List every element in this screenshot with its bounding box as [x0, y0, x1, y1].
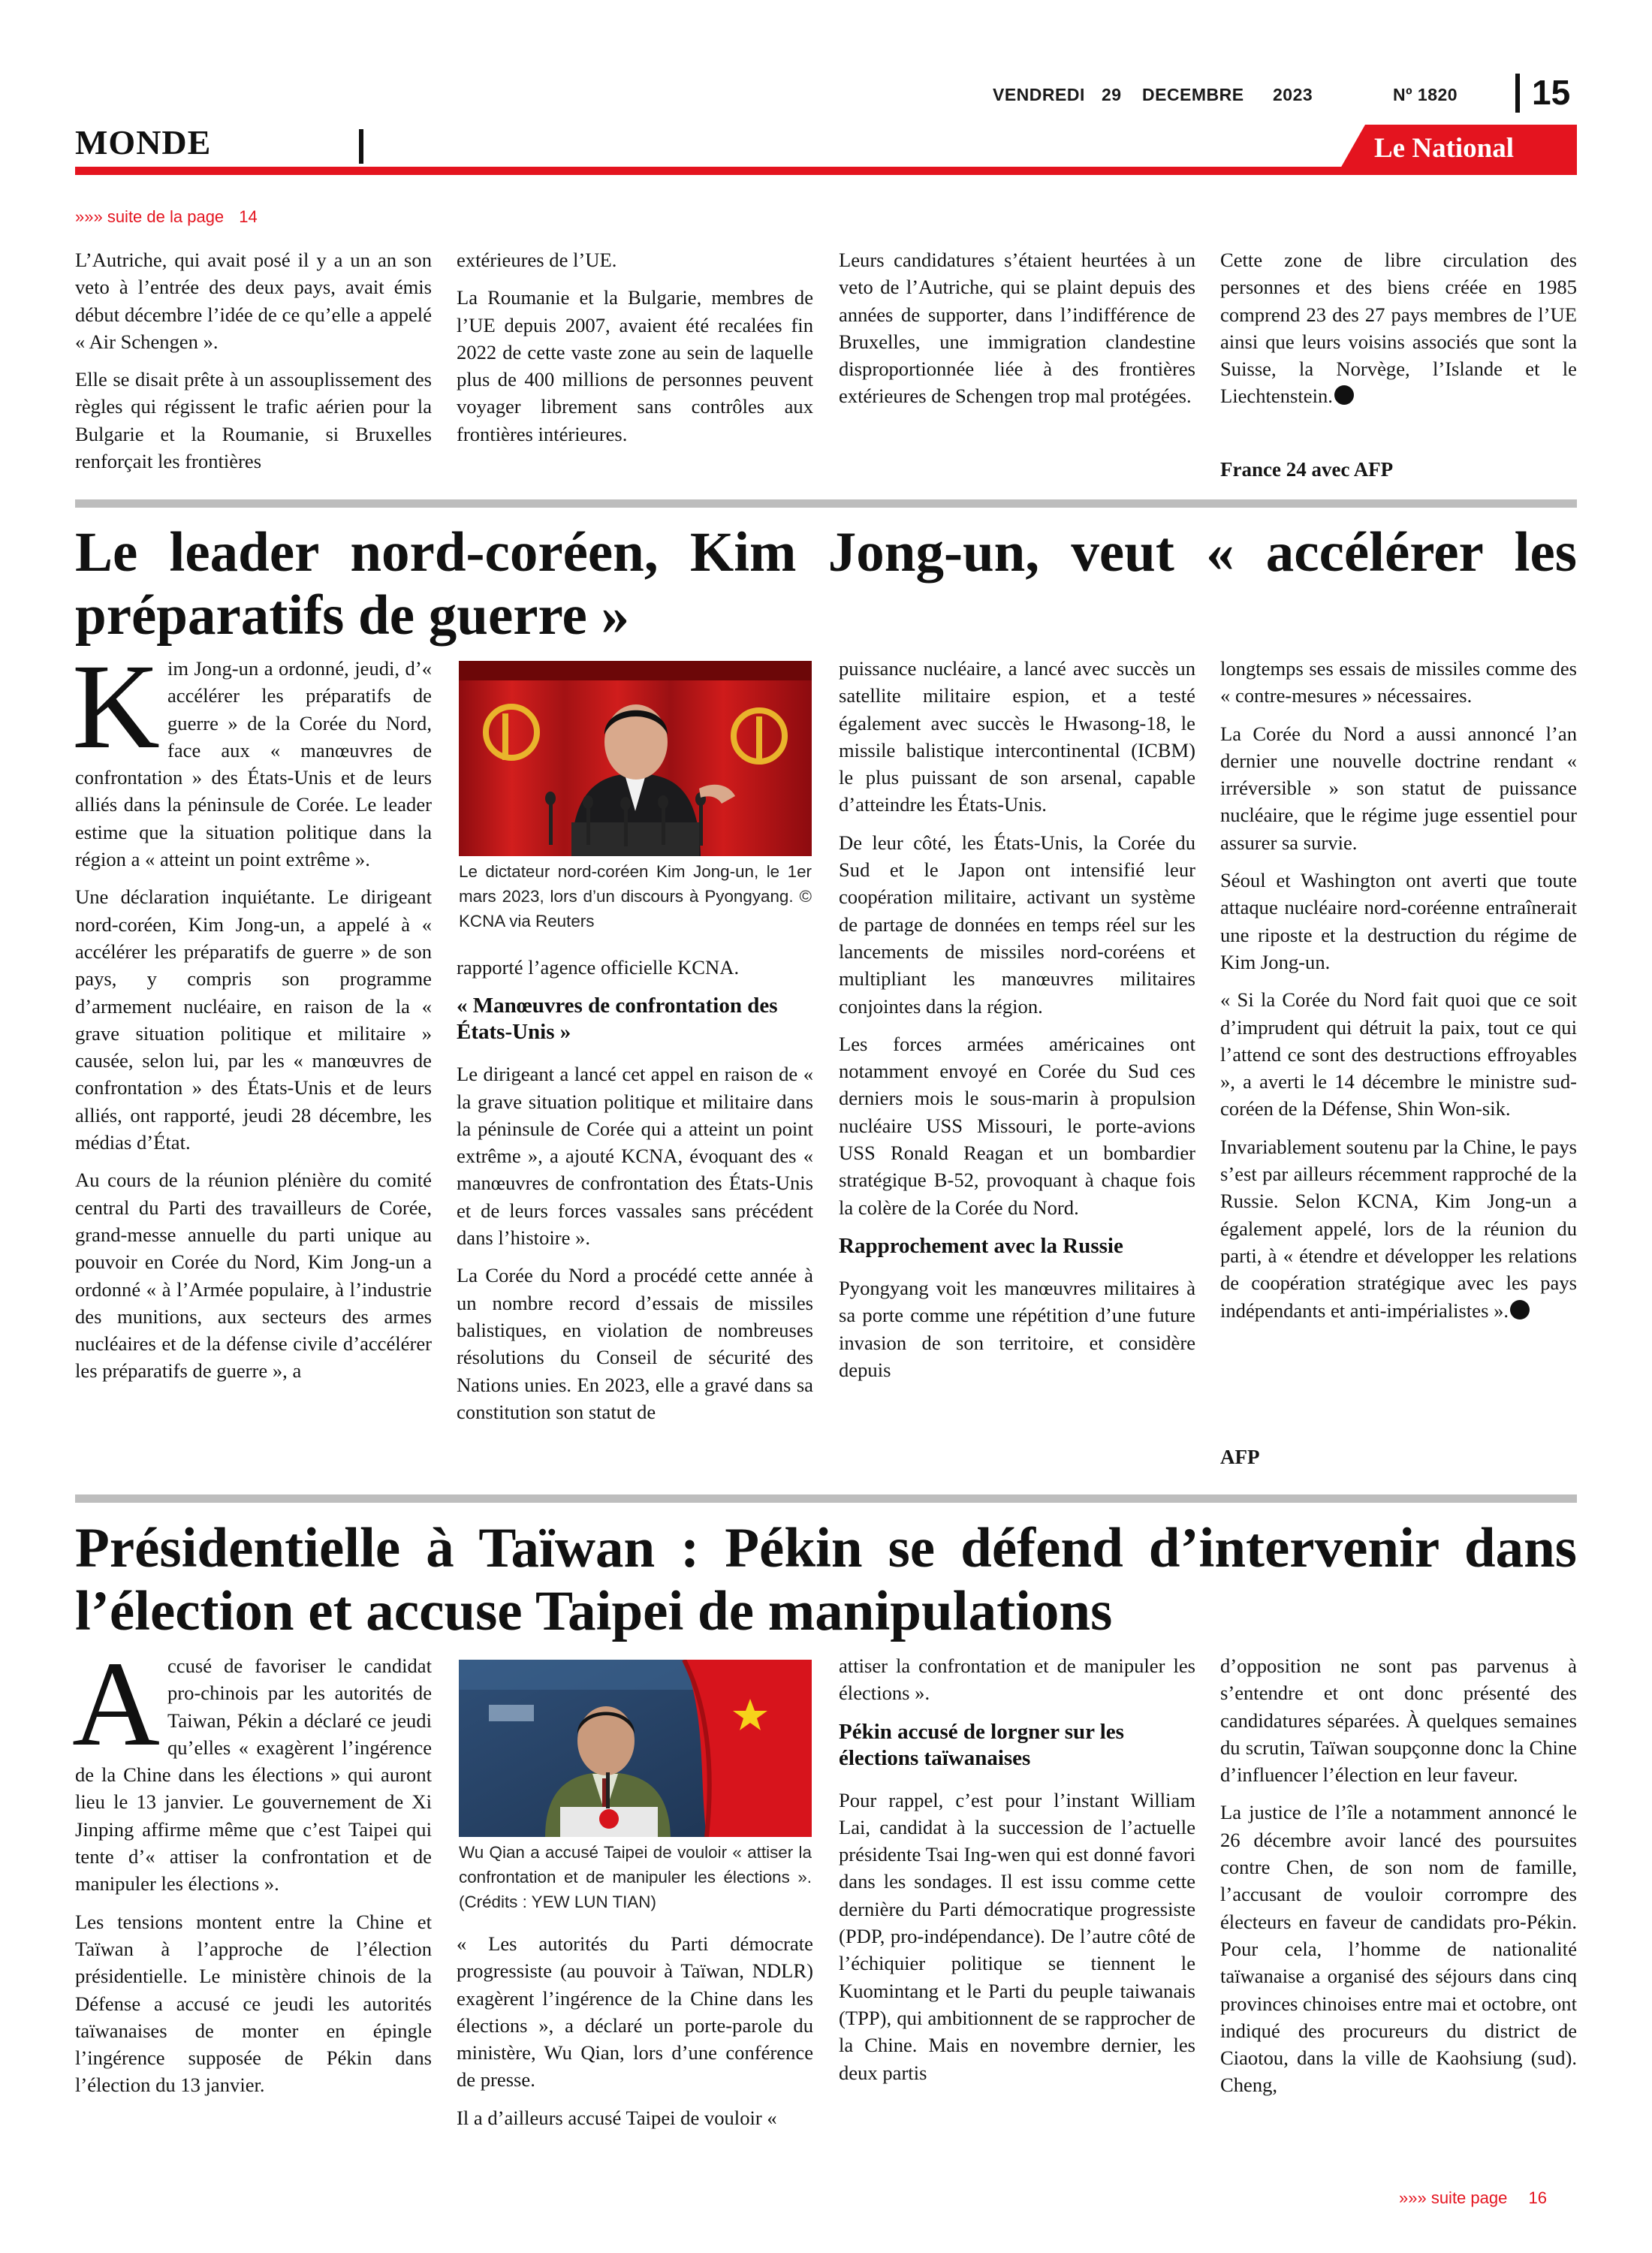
article3-column-4 — [1220, 1652, 1577, 2110]
paragraph: Les forces armées américaines ont notamment envoyé en Corée du Sud ces derniers mois le sous-marin à propulsion nucléaire USS Missouri, le porte-avions USS Ronald Reagan et un bombardier stratégique B-52, provoquant à chaque fois la colère de la Corée du Nord. — [839, 1032, 1195, 1219]
article2-column-3 — [839, 655, 1195, 1394]
article3-column-2 — [457, 1930, 813, 2142]
article2-headline: Le leader nord-coréen, Kim Jong-un, veut « accélérer les préparatifs de guerre » — [75, 521, 1577, 647]
header-page-divider — [1515, 74, 1520, 113]
paragraph: Le dirigeant a lancé cet appel en raison de « la grave situation politique et militaire dans la péninsule de Corée qui a atteint un point extrême », a ajouté KCNA, évoquant des « manœuvres de confrontation des États-Unis et de leurs forces vassales sans précédent dans l’histoire ». — [457, 1063, 813, 1250]
dropcap: K — [72, 640, 160, 774]
paragraph: Il a d’ailleurs accusé Taipei de vouloir « — [457, 2106, 777, 2129]
paragraph: d’opposition ne sont pas parvenus à s’entendre et ont donc présenté des candidatures séparées. À quelques semaines du scrutin, Taïwan soupçonne donc la Chine d’influencer l’élection en leur faveur. — [1220, 1654, 1577, 1787]
article1-column-4 — [1220, 246, 1577, 410]
paragraph: Elle se disait prête à un assouplissement des règles qui régissent le trafic aérien pour la Bulgarie et la Roumanie, si Bruxelles renforçait les frontières — [75, 368, 432, 473]
paragraph — [1220, 246, 1577, 410]
paragraph: L’Autriche, qui avait posé il y a un an son veto à l’entrée des deux pays, avait émis début décembre l’idée de ce qu’elle a appelé « Air Schengen ». — [75, 249, 432, 353]
dropcap: A — [72, 1637, 160, 1772]
article1-column-1 — [75, 246, 432, 485]
article3-column-3 — [839, 1652, 1195, 2097]
paragraph — [1220, 1133, 1577, 1324]
paragraph: La Corée du Nord a aussi annoncé l’an dernier une nouvelle doctrine rendant « irréversible » son statut de puissance nucléaire, que le régime juge essentiel pour assurer sa survie. — [1220, 722, 1577, 854]
paragraph: La Corée du Nord a procédé cette année à un nombre record d’essais de missiles balistiques, en violation de nombreuses résolutions du Conseil de sécurité des Nations unies. En 2023, elle a gravé dans sa constitution son statut de — [457, 1264, 813, 1423]
article3-headline: Présidentielle à Taïwan : Pékin se défend d’intervenir dans l’élection et accuse Taipei de manipulations — [75, 1517, 1577, 1642]
article3-subhead: Pékin accusé de lorgner sur les élections taïwanaises — [839, 1719, 1124, 1770]
section-title: MONDE — [75, 123, 212, 161]
paragraph: extérieures de l’UE. — [457, 249, 617, 271]
kim-jong-un-photo — [459, 661, 812, 856]
paragraph: Séoul et Washington ont averti que toute attaque nucléaire nord-coréenne entraînerait une riposte et la destruction du régime de Kim Jong-un. — [1220, 869, 1577, 973]
header-issue: Nº 1820 — [1393, 85, 1458, 104]
header-month: DECEMBRE — [1142, 85, 1244, 104]
wu-qian-photo — [459, 1660, 812, 1837]
paragraph: Pyongyang voit les manœuvres militaires à sa porte comme une répétition d’une future invasion de son territoire, et considère depuis — [839, 1276, 1195, 1381]
paragraph: Au cours de la réunion plénière du comité central du Parti des travailleurs de Corée, grand-messe annuelle du parti unique au pouvoir en Corée du Nord, Kim Jong-un a ordonné « à l’Armée populaire, à l’industrie des munitions, aux secteurs des armes nucléaires et de la défense civile d’accélérer les préparatifs de guerre », a — [75, 1169, 432, 1383]
kim-photo-caption: Le dictateur nord-coréen Kim Jong-un, le 1er mars 2023, lors d’un discours à Pyongyang. © KCNA via Reuters — [459, 862, 812, 930]
paragraph: Les tensions montent entre la Chine et Taïwan à l’approche de l’élection présidentielle. Le ministère chinois de la Défense a accusé ce jeudi les autorités taïwanaises de monter en épingle l’ingérence supposée de Pékin dans l’élection du 13 janvier. — [75, 1910, 432, 2097]
paragraph: La justice de l’île a notamment annoncé le 26 décembre avoir lancé des poursuites contre Chen, de son nom de famille, l’accusant de vouloir corrompre des électeurs en faveur de candidats pro-Pékin. Pour cela, l’homme de nationalité taïwanaise a organisé des séjours dans cinq provinces chinoises entre mai et octobre, ont indiqué des procureurs du district de Ciaotou, dans la ville de Kaohsiung (sud). Cheng, — [1220, 1801, 1577, 2097]
logo: Le National — [1374, 133, 1515, 164]
article-separator — [75, 499, 1577, 508]
header-day: VENDREDI — [993, 85, 1085, 104]
paragraph: longtemps ses essais de missiles comme des « contre-mesures » nécessaires. — [1220, 657, 1577, 707]
end-of-article-mark — [1334, 385, 1354, 405]
header-date-num: 29 — [1102, 85, 1122, 104]
article2-column-4 — [1220, 655, 1577, 1335]
article-separator — [75, 1494, 1577, 1503]
header-year: 2023 — [1273, 85, 1313, 104]
continued-on-page: 16 — [1528, 2188, 1547, 2207]
article1-column-3 — [839, 246, 1195, 421]
continued-on-text: »»» suite page — [1399, 2188, 1508, 2207]
page-number: 15 — [1532, 73, 1571, 112]
paragraph: puissance nucléaire, a lancé avec succès un satellite militaire espion, et a testé également avec succès le Hwasong-18, le missile balistique intercontinental (ICBM) le plus puissant de son arsenal, capable d’atteindre les États-Unis. — [839, 657, 1195, 816]
paragraph: La Roumanie et la Bulgarie, membres de l’UE depuis 2007, avaient été recalées fin 2022 de cette vaste zone au sein de laquelle plus de 400 millions de personnes peuvent voyager librement sans contrôles aux frontières intérieures. — [457, 286, 813, 445]
lead-paragraph — [72, 1637, 432, 1898]
lead-paragraph — [72, 640, 432, 873]
article1-byline: France 24 avec AFP — [1220, 458, 1394, 481]
paragraph: « Les autorités du Parti démocrate progressiste (au pouvoir à Taïwan, NDLR) exagèrent l’ingérence de la Chine dans les élections », a déclaré un porte-parole du ministère, Wu Qian, lors d’une conférence de presse. — [457, 1932, 813, 2092]
article3-column-1 — [72, 1637, 432, 2110]
paragraph: Une déclaration inquiétante. Le dirigeant nord-coréen, Kim Jong-un, a appelé à « accélérer les préparatifs de guerre » de son pays, y compris son programme d’armement nucléaire, en raison de la « grave situation politique et militaire » causée, selon lui, par les « manœuvres de confrontation » des États-Unis et de leurs alliés, ont rapporté, jeudi 28 décembre, les médias d’État. — [75, 885, 432, 1154]
end-of-article-mark — [1510, 1300, 1530, 1320]
article2-column-1 — [72, 640, 432, 1395]
photo-illustration — [459, 1660, 812, 1837]
article2-byline: AFP — [1220, 1446, 1260, 1468]
article2-subhead-1: « Manœuvres de confrontation des États-Unis » — [457, 994, 778, 1045]
continued-on — [1399, 2188, 1547, 2208]
article2-column-2 — [457, 954, 813, 1436]
continued-from — [75, 207, 258, 227]
paragraph: rapporté l’agence officielle KCNA. — [457, 956, 740, 979]
paragraph: attiser la confrontation et de manipuler les élections ». — [839, 1654, 1195, 1705]
article2-subhead-2: Rapprochement avec la Russie — [839, 1233, 1123, 1258]
wu-qian-photo-caption: Wu Qian a accusé Taipei de vouloir « attiser la confrontation et de manipuler les élections ». (Crédits : YEW LUN TIAN) — [459, 1843, 812, 1911]
continued-from-text: »»» suite de la page — [75, 207, 225, 226]
paragraph: De leur côté, les États-Unis, la Corée du Sud et le Japon ont intensifié leur coopération militaire, activant un système de partage de données en temps réel sur les lancements de missiles nord-coréens et multipliant les manœuvres militaires conjointes dans la région. — [839, 831, 1195, 1018]
lead-text: ccusé de favoriser le candidat pro-chinois par les autorités de Taiwan, Pékin a déclaré ce jeudi qu’elles « exagèrent l’ingérence de la Chine dans les élections » qui auront lieu le 13 janvier. Le gouvernement de Xi Jinping affirme même que c’est Taipei qui tente d’« attiser la confrontation et de manipuler les élections ». — [75, 1654, 432, 1896]
photo-illustration — [459, 661, 812, 856]
paragraph: Pour rappel, c’est pour l’instant William Lai, candidat à la succession de l’actuelle présidente Tsai Ing-wen qui est donné favori dans les sondages. Il est issu comme cette dernière du Parti démocratique progressiste (PDP, pro-indépendance). De l’autre côté de l’échiquier politique se tiennent le Kuomintang et le Parti du peuple taiwanais (TPP), qui ambitionnent de se rapprocher de la Chine. Mais en novembre dernier, les deux partis — [839, 1788, 1195, 2084]
paragraph-text: Invariablement soutenu par la Chine, le pays s’est par ailleurs récemment rapproché de la Russie. Selon KCNA, Kim Jong-un a également appelé, lors de la réunion du parti, à « étendre et développer les relations de coopération stratégique avec les pays indépendants et anti-impérialistes ». — [1220, 1135, 1577, 1322]
continued-from-page: 14 — [239, 207, 258, 226]
article1-column-2 — [457, 246, 813, 458]
paragraph: « Si la Corée du Nord fait quoi que ce soit d’imprudent qui détruit la paix, tout ce qui l’attend ce sont des destructions effroyables », a averti le 14 décembre le ministre sud-coréen de la Défense, Shin Won-sik. — [1220, 988, 1577, 1120]
paragraph: Leurs candidatures s’étaient heurtées à un veto de l’Autriche, qui se plaint depuis des années de supporter, dans l’indifférence de Bruxelles, une immigration clandestine disproportionnée liée à des frontières extérieures de Schengen trop mal protégées. — [839, 249, 1195, 408]
paragraph-text: Cette zone de libre circulation des personnes et des biens créée en 1985 comprend 23 des 27 pays membres de l’UE ainsi que leurs voisins associés que sont la Suisse, la Norvège, l’Islande et le Liechtenstein. — [1220, 249, 1577, 408]
section-divider — [359, 129, 363, 164]
lead-text: im Jong-un a ordonné, jeudi, d’« accélérer les préparatifs de guerre » de la Corée du Nord, face aux « manœuvres de confrontation » des États-Unis et de leurs alliés dans la péninsule de Corée. Le leader estime que la situation politique dans la région a « atteint un point extrême ». — [75, 657, 432, 871]
